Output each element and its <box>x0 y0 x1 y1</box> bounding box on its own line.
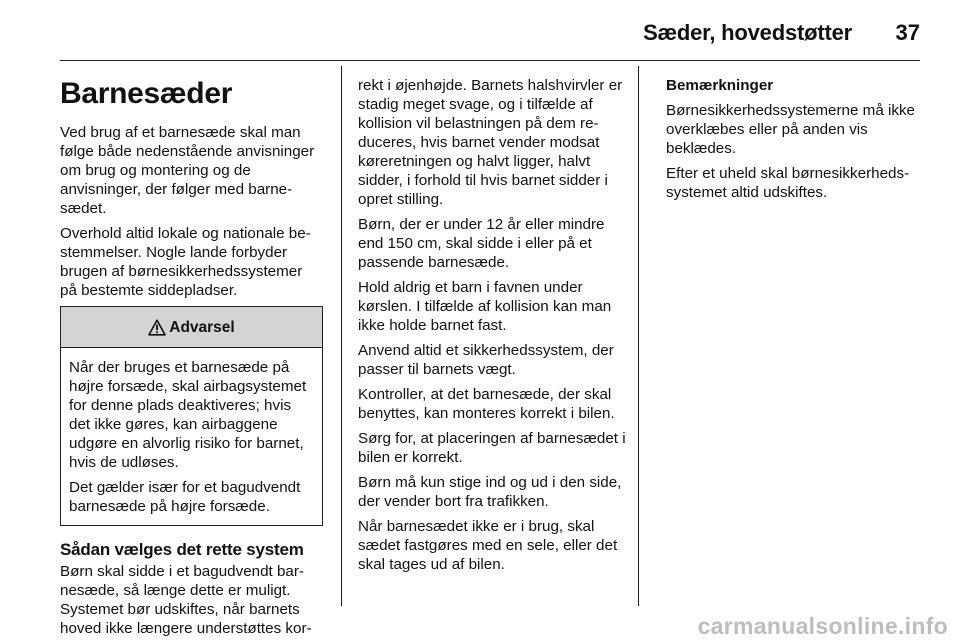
warning-body <box>61 348 322 525</box>
page-number: 37 <box>895 20 920 45</box>
column-2 <box>358 76 626 580</box>
column-divider <box>638 66 639 606</box>
paragraph: Hold aldrig et barn i favnen under kørslen. I tilfælde af kollision kan man ikke holde barnet fast. <box>358 279 612 334</box>
subsection-title: Sådan vælges det rette system <box>60 540 304 559</box>
page-header <box>60 14 920 56</box>
paragraph: Børnesikkerhedssystemerne må ikke overklæbes eller på anden vis beklædes. <box>666 102 915 157</box>
warning-paragraph: Det gælder især for et bagudvendt barnesæde på højre forsæde. <box>69 479 301 515</box>
warning-paragraph: Når der bruges et barnesæde på højre forsæde, skal airbagsystemet for denne plads deaktiveres; hvis det ikke gøres, kan airbaggene udgøre en alvorlig risiko for barnet, hvis de udløses. <box>69 359 307 471</box>
section-title: Barnesæder <box>60 77 233 110</box>
paragraph: Børn skal sidde i et bagudvendt barnesæde, så længe dette er muligt. Systemet bør udskiftes, når barnets hoved ikke længere understøttes kor- <box>60 563 312 637</box>
paragraph: Efter et uheld skal børnesikkerhedssystemet altid udskiftes. <box>666 165 910 201</box>
watermark: carmanualsonline.info <box>697 613 948 639</box>
warning-icon <box>148 319 166 336</box>
column-3 <box>666 76 928 208</box>
warning-title: Advarsel <box>169 318 235 336</box>
note-title: Bemærkninger <box>666 77 774 94</box>
paragraph: Anvend altid et sikkerhedssystem, der passer til barnets vægt. <box>358 342 614 378</box>
header-rule <box>60 60 920 61</box>
column-divider <box>341 66 342 606</box>
warning-box <box>60 306 323 526</box>
warning-header <box>61 307 322 348</box>
paragraph: Ved brug af et barnesæde skal man følge både nedenstående anvisninger om brug og montering og de anvisninger, der følger med barnesædet. <box>60 124 315 217</box>
paragraph: Sørg for, at placeringen af barnesædet i bilen er korrekt. <box>358 430 626 466</box>
paragraph: Børn, der er under 12 år eller mindre end 150 cm, skal sidde i eller på et passende barnesæde. <box>358 216 605 271</box>
header-title: Sæder, hovedstøtter <box>643 20 852 45</box>
paragraph: Overhold altid lokale og nationale bestemmelser. Nogle lande forbyder brugen af børnesikkerhedssystemer på bestemte siddepladser. <box>60 225 311 299</box>
paragraph: Når barnesædet ikke er i brug, skal sædet fastgøres med en sele, eller det skal tages ud af bilen. <box>358 518 618 573</box>
paragraph: rekt i øjenhøjde. Barnets halshvirvler er stadig meget svage, og i tilfælde af kollision vil belastningen på dem reduceres, hvis barnet vender modsat køreretningen og halvt ligger, halvt sidder, i forhold til hvis barnet sidder i opret stilling. <box>358 77 623 208</box>
paragraph: Kontroller, at det barnesæde, der skal benyttes, kan monteres korrekt i bilen. <box>358 386 615 422</box>
column-1 <box>60 66 323 644</box>
paragraph: Børn må kun stige ind og ud i den side, der vender bort fra trafikken. <box>358 474 622 510</box>
